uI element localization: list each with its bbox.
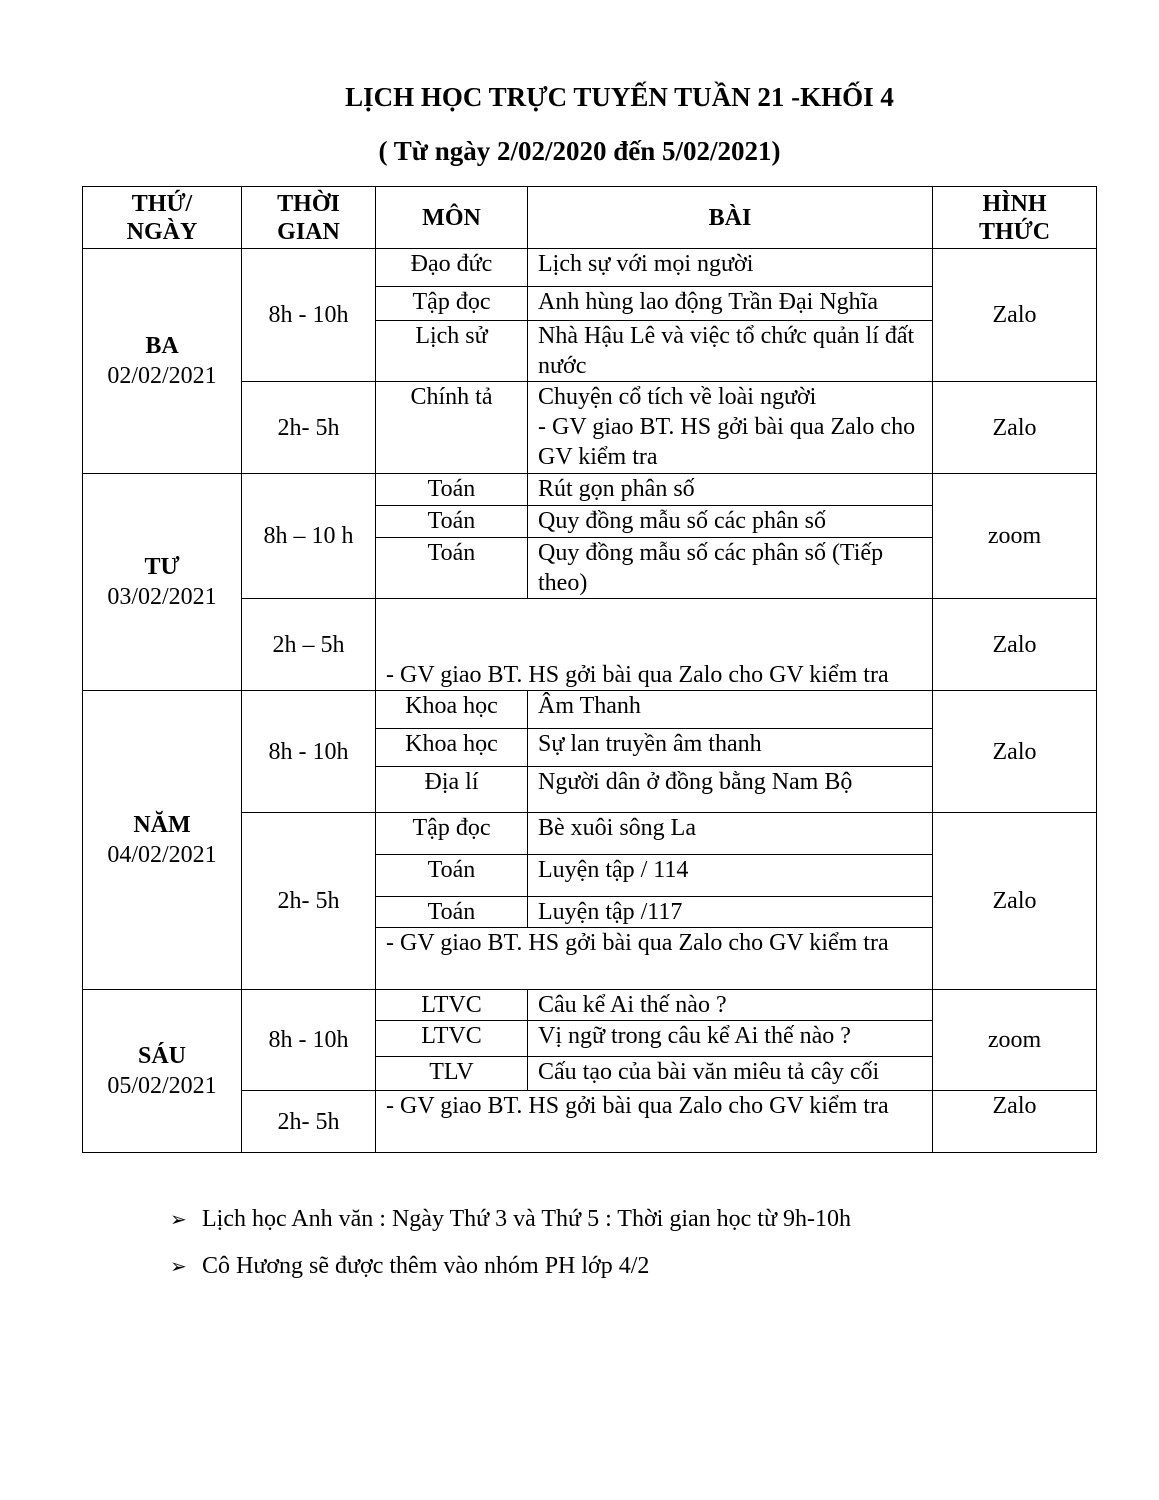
- list-item: [170, 1206, 851, 1233]
- lesson-cell: Vị ngữ trong câu kể Ai thế nào ?: [528, 1021, 933, 1057]
- table-row: [83, 474, 1097, 506]
- schedule-table: [82, 186, 1097, 1153]
- table-row: [83, 249, 1097, 287]
- mode-cell: Zalo: [933, 599, 1097, 691]
- header-subject: MÔN: [376, 187, 528, 249]
- mode-cell: Zalo: [933, 382, 1097, 474]
- subject-cell: LTVC: [376, 990, 528, 1021]
- header-lesson: BÀI: [528, 187, 933, 249]
- page-title: LỊCH HỌC TRỰC TUYẾN TUẦN 21 -KHỐI 4: [345, 82, 894, 112]
- table-row: [83, 691, 1097, 729]
- lesson-cell: Người dân ở đồng bằng Nam Bộ: [528, 767, 933, 813]
- subject-cell: TLV: [376, 1057, 528, 1091]
- mode-cell: Zalo: [933, 249, 1097, 382]
- lesson-cell: Anh hùng lao động Trần Đại Nghĩa: [528, 287, 933, 321]
- header-time: THỜI GIAN: [242, 187, 376, 249]
- lesson-note: - GV giao BT. HS gởi bài qua Zalo cho GV kiểm tra: [538, 414, 916, 470]
- mode-cell: zoom: [933, 474, 1097, 599]
- subject-cell: Khoa học: [376, 691, 528, 729]
- mode-cell: zoom: [933, 990, 1097, 1091]
- subject-cell: Tập đọc: [376, 813, 528, 855]
- subject-cell: Địa lí: [376, 767, 528, 813]
- lesson-cell: Rút gọn phân số: [528, 474, 933, 506]
- header-mode: HÌNH THỨC: [933, 187, 1097, 249]
- subject-cell: Đạo đức: [376, 249, 528, 287]
- lesson-cell: Sự lan truyền âm thanh: [528, 729, 933, 767]
- mode-cell: Zalo: [933, 813, 1097, 990]
- subject-cell: Toán: [376, 506, 528, 538]
- lesson-cell: Âm Thanh: [528, 691, 933, 729]
- day-cell: TƯ 03/02/2021: [83, 474, 242, 691]
- note-text: Cô Hương sẽ được thêm vào nhóm PH lớp 4/2: [202, 1253, 650, 1279]
- time-cell: 2h- 5h: [242, 382, 376, 474]
- day-cell: SÁU 05/02/2021: [83, 990, 242, 1153]
- lesson-cell: Luyện tập /117: [528, 897, 933, 928]
- lesson-cell: Bè xuôi sông La: [528, 813, 933, 855]
- lesson-cell: [528, 382, 933, 474]
- time-cell: 2h – 5h: [242, 599, 376, 691]
- subject-cell: LTVC: [376, 1021, 528, 1057]
- subject-cell: Toán: [376, 897, 528, 928]
- day-cell: BA 02/02/2021: [83, 249, 242, 474]
- note-cell: - GV giao BT. HS gởi bài qua Zalo cho GV kiểm tra: [376, 599, 933, 691]
- subject-cell: Khoa học: [376, 729, 528, 767]
- note-cell: - GV giao BT. HS gởi bài qua Zalo cho GV kiểm tra: [376, 928, 933, 990]
- lesson-cell: Nhà Hậu Lê và việc tổ chức quản lí đất nước: [528, 321, 933, 382]
- mode-cell: Zalo: [933, 691, 1097, 813]
- arrow-bullet-icon: ➢: [170, 1254, 187, 1278]
- subject-cell: Chính tả: [376, 382, 528, 474]
- subject-cell: Toán: [376, 538, 528, 599]
- subject-cell: Toán: [376, 855, 528, 897]
- lesson-cell: Câu kể Ai thế nào ?: [528, 990, 933, 1021]
- note-cell: - GV giao BT. HS gởi bài qua Zalo cho GV kiểm tra: [376, 1091, 933, 1153]
- note-text: Lịch học Anh văn : Ngày Thứ 3 và Thứ 5 : Thời gian học từ 9h-10h: [202, 1206, 851, 1232]
- table-row: [83, 990, 1097, 1021]
- lesson-cell: Quy đồng mẫu số các phân số: [528, 506, 933, 538]
- subject-cell: Lịch sử: [376, 321, 528, 382]
- notes-list: [170, 1206, 851, 1300]
- subject-cell: Toán: [376, 474, 528, 506]
- time-cell: 2h- 5h: [242, 813, 376, 990]
- page-subtitle: ( Từ ngày 2/02/2020 đến 5/02/2021): [378, 136, 781, 166]
- lesson-cell: Cấu tạo của bài văn miêu tả cây cối: [528, 1057, 933, 1091]
- time-cell: 8h - 10h: [242, 990, 376, 1091]
- mode-cell: Zalo: [933, 1091, 1097, 1153]
- header-day: THỨ/ NGÀY: [83, 187, 242, 249]
- time-cell: 2h- 5h: [242, 1091, 376, 1153]
- lesson-cell: Quy đồng mẫu số các phân số (Tiếp theo): [528, 538, 933, 599]
- time-cell: 8h - 10h: [242, 691, 376, 813]
- time-cell: 8h – 10 h: [242, 474, 376, 599]
- arrow-bullet-icon: ➢: [170, 1207, 187, 1231]
- lesson-text: Chuyện cổ tích về loài người: [538, 384, 817, 410]
- time-cell: 8h - 10h: [242, 249, 376, 382]
- list-item: [170, 1253, 851, 1280]
- day-cell: NĂM 04/02/2021: [83, 691, 242, 990]
- lesson-cell: Luyện tập / 114: [528, 855, 933, 897]
- lesson-cell: Lịch sự với mọi người: [528, 249, 933, 287]
- subject-cell: Tập đọc: [376, 287, 528, 321]
- table-header-row: [83, 187, 1097, 249]
